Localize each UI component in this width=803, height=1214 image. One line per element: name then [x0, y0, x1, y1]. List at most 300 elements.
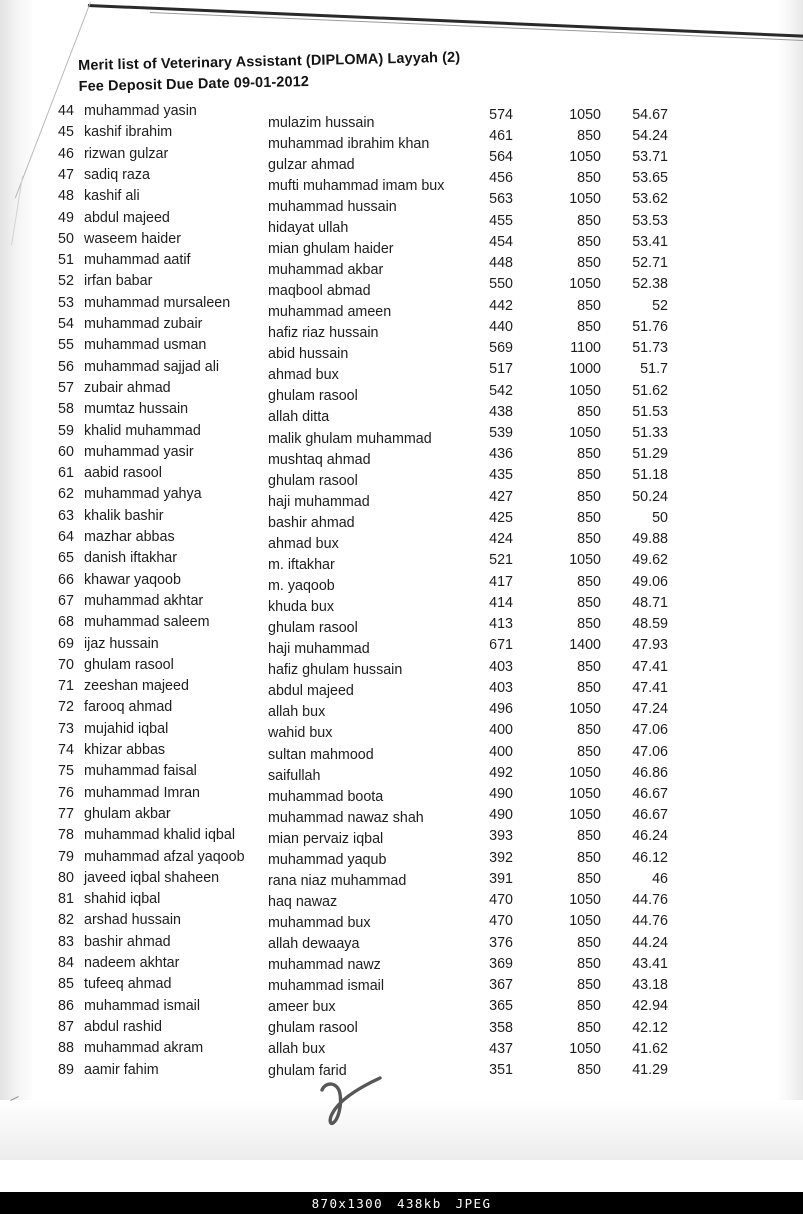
row-marks-obtained: 490	[489, 807, 513, 824]
row-candidate-name: kashif ibrahim	[84, 124, 173, 141]
row-candidate-name: khalid muhammad	[84, 422, 201, 439]
row-candidate-name: abdul majeed	[84, 209, 170, 226]
row-marks-obtained: 393	[489, 828, 513, 845]
row-candidate-name: aamir fahim	[84, 1061, 159, 1078]
row-total-marks: 850	[577, 934, 601, 951]
row-marks-obtained: 517	[489, 361, 513, 378]
row-serial-number: 69	[58, 635, 74, 652]
row-father-name: muhammad ismail	[268, 978, 384, 995]
row-serial-number: 64	[58, 529, 74, 545]
row-father-name: khuda bux	[268, 599, 334, 616]
row-serial-number: 52	[58, 273, 74, 290]
row-serial-number: 77	[58, 805, 74, 822]
row-father-name: ahmad bux	[268, 535, 339, 552]
row-candidate-name: muhammad faisal	[84, 763, 197, 780]
row-marks-obtained: 391	[489, 870, 513, 887]
row-father-name: ghulam rasool	[268, 1020, 358, 1037]
row-candidate-name: muhammad usman	[84, 337, 207, 354]
row-serial-number: 76	[58, 784, 74, 801]
row-father-name: muhammad boota	[268, 788, 384, 805]
table-row	[0, 955, 803, 976]
row-candidate-name: nadeem akhtar	[84, 955, 180, 971]
row-percentage: 48.71	[632, 594, 668, 611]
row-marks-obtained: 470	[489, 913, 513, 930]
row-father-name: hidayat ullah	[268, 219, 349, 236]
row-marks-obtained: 448	[489, 255, 513, 272]
row-percentage: 47.06	[632, 743, 668, 760]
table-row	[0, 678, 803, 699]
row-father-name: haji muhammad	[268, 641, 370, 658]
row-candidate-name: khizar abbas	[84, 742, 166, 758]
row-marks-obtained: 367	[489, 977, 513, 994]
row-total-marks: 850	[577, 849, 601, 866]
row-percentage: 47.93	[632, 637, 668, 654]
row-candidate-name: muhammad yasir	[84, 443, 194, 460]
row-serial-number: 56	[58, 358, 74, 375]
row-percentage: 52.71	[632, 255, 668, 272]
row-serial-number: 72	[58, 699, 74, 716]
row-total-marks: 1050	[569, 913, 601, 930]
row-father-name: muhammad hussain	[268, 198, 397, 215]
table-row	[0, 337, 803, 363]
row-candidate-name: muhammad aatif	[84, 252, 191, 269]
row-serial-number: 83	[58, 933, 74, 950]
row-total-marks: 850	[577, 594, 601, 611]
row-serial-number: 54	[58, 316, 74, 332]
row-candidate-name: ghulam akbar	[84, 805, 171, 822]
row-father-name: m. yaqoob	[268, 577, 335, 594]
row-marks-obtained: 438	[489, 403, 513, 420]
table-row	[0, 103, 803, 131]
row-father-name: muhammad ibrahim khan	[268, 135, 430, 152]
table-row	[0, 699, 803, 720]
row-father-name: mufti muhammad imam bux	[268, 177, 445, 194]
row-father-name: mian pervaiz iqbal	[268, 830, 384, 847]
row-marks-obtained: 403	[489, 658, 513, 675]
row-candidate-name: shahid iqbal	[84, 891, 161, 908]
row-total-marks: 850	[577, 722, 601, 739]
row-total-marks: 1050	[569, 276, 601, 293]
row-marks-obtained: 569	[489, 340, 513, 357]
row-candidate-name: muhammad yasin	[84, 103, 197, 119]
row-percentage: 49.62	[632, 552, 668, 569]
row-father-name: mulazim hussain	[268, 114, 375, 131]
row-percentage: 46	[652, 870, 668, 887]
row-father-name: m. iftakhar	[268, 556, 335, 573]
row-total-marks: 850	[577, 509, 601, 526]
table-row	[0, 486, 803, 510]
row-father-name: abid hussain	[268, 346, 349, 363]
row-percentage: 50	[652, 509, 668, 526]
row-total-marks: 850	[577, 616, 601, 633]
row-candidate-name: muhammad akram	[84, 1040, 204, 1057]
row-total-marks: 850	[577, 573, 601, 590]
row-serial-number: 75	[58, 763, 74, 780]
row-candidate-name: mumtaz hussain	[84, 401, 189, 418]
row-percentage: 51.7	[640, 361, 668, 378]
table-row	[0, 252, 803, 278]
table-row	[0, 742, 803, 763]
row-marks-obtained: 392	[489, 849, 513, 866]
row-total-marks: 1400	[569, 637, 601, 654]
row-marks-obtained: 437	[489, 1040, 513, 1057]
row-percentage: 51.73	[632, 340, 668, 357]
row-father-name: rana niaz muhammad	[268, 872, 407, 889]
row-candidate-name: javeed iqbal shaheen	[84, 869, 220, 886]
row-total-marks: 850	[577, 127, 601, 144]
row-marks-obtained: 539	[489, 425, 513, 441]
row-candidate-name: zeeshan majeed	[84, 678, 189, 695]
row-serial-number: 53	[58, 294, 74, 311]
row-percentage: 42.12	[632, 1019, 668, 1036]
row-candidate-name: ijaz hussain	[84, 635, 159, 652]
row-marks-obtained: 365	[489, 998, 513, 1015]
row-marks-obtained: 492	[489, 764, 513, 781]
row-total-marks: 1050	[569, 807, 601, 824]
table-row	[0, 358, 803, 384]
table-row	[0, 870, 803, 891]
table-row	[0, 1019, 803, 1040]
table-row	[0, 614, 803, 635]
row-percentage: 42.94	[632, 998, 668, 1015]
table-row	[0, 849, 803, 870]
page-title: Merit list of Veterinary Assistant (DIPLOMA) Layyah (2)	[78, 49, 461, 74]
row-candidate-name: farooq ahmad	[84, 699, 173, 716]
row-candidate-name: khawar yaqoob	[84, 571, 181, 588]
row-total-marks: 850	[577, 212, 601, 229]
row-serial-number: 66	[58, 571, 74, 588]
row-total-marks: 850	[577, 255, 601, 272]
row-father-name: muhammad nawz	[268, 957, 381, 974]
row-serial-number: 57	[58, 379, 74, 396]
row-percentage: 46.12	[632, 849, 668, 866]
row-serial-number: 84	[58, 955, 74, 971]
row-percentage: 54.67	[632, 106, 668, 123]
row-serial-number: 65	[58, 550, 74, 567]
table-row	[0, 273, 803, 300]
row-father-name: muhammad ameen	[268, 304, 392, 321]
table-row	[0, 145, 803, 173]
table-row	[0, 636, 803, 657]
row-candidate-name: arshad hussain	[84, 912, 181, 929]
table-row	[0, 1062, 803, 1083]
row-serial-number: 51	[58, 252, 74, 269]
row-father-name: wahid bux	[268, 725, 333, 742]
row-total-marks: 850	[577, 870, 601, 887]
row-total-marks: 850	[577, 955, 601, 972]
row-marks-obtained: 461	[489, 127, 513, 144]
row-serial-number: 59	[58, 422, 74, 439]
viewer-status-bar	[0, 1192, 803, 1214]
row-total-marks: 1050	[569, 191, 601, 208]
table-row	[0, 209, 803, 236]
row-percentage: 43.18	[632, 977, 668, 994]
row-serial-number: 49	[58, 209, 74, 226]
table-row	[0, 593, 803, 614]
row-father-name: ghulam rasool	[268, 620, 358, 637]
table-row	[0, 166, 803, 194]
row-percentage: 50.24	[632, 488, 668, 505]
image-dimensions-label: 870x1300	[311, 1195, 384, 1211]
row-percentage: 43.41	[632, 955, 668, 972]
row-father-name: malik ghulam muhammad	[268, 430, 432, 447]
row-serial-number: 86	[58, 997, 74, 1014]
row-percentage: 53.41	[632, 233, 668, 250]
row-father-name: mian ghulam haider	[268, 240, 394, 257]
row-total-marks: 850	[577, 828, 601, 845]
table-row	[0, 401, 803, 426]
row-candidate-name: mazhar abbas	[84, 529, 175, 545]
row-percentage: 49.06	[632, 573, 668, 590]
row-serial-number: 61	[58, 465, 74, 482]
row-percentage: 46.67	[632, 807, 668, 824]
table-row	[0, 379, 803, 405]
row-father-name: gulzar ahmad	[268, 156, 355, 173]
row-total-marks: 850	[577, 998, 601, 1015]
row-candidate-name: muhammad saleem	[84, 614, 210, 631]
row-percentage: 47.24	[632, 701, 668, 718]
row-total-marks: 850	[577, 743, 601, 760]
row-total-marks: 850	[577, 1062, 601, 1078]
row-percentage: 41.62	[632, 1040, 668, 1057]
row-serial-number: 73	[58, 720, 74, 737]
row-percentage: 52	[652, 297, 668, 314]
row-serial-number: 80	[58, 869, 74, 886]
row-father-name: muhammad nawaz shah	[268, 809, 424, 826]
row-percentage: 51.62	[632, 382, 668, 399]
row-father-name: haq nawaz	[268, 893, 338, 910]
row-candidate-name: muhammad sajjad ali	[84, 358, 220, 375]
row-serial-number: 85	[58, 976, 74, 993]
table-row	[0, 294, 803, 321]
table-row	[0, 230, 803, 257]
row-father-name: allah dewaaya	[268, 936, 360, 953]
row-marks-obtained: 564	[489, 148, 513, 165]
row-marks-obtained: 456	[489, 170, 513, 187]
row-father-name: maqbool abmad	[268, 283, 371, 300]
row-total-marks: 1050	[569, 552, 601, 569]
row-candidate-name: rizwan gulzar	[84, 145, 169, 162]
row-marks-obtained: 424	[489, 531, 513, 548]
row-candidate-name: mujahid iqbal	[84, 720, 169, 737]
table-row	[0, 422, 803, 447]
row-father-name: ameer bux	[268, 999, 336, 1016]
table-row	[0, 721, 803, 742]
row-total-marks: 1050	[569, 785, 601, 802]
row-marks-obtained: 351	[489, 1062, 513, 1078]
row-total-marks: 1050	[569, 382, 601, 399]
table-row	[0, 529, 803, 550]
row-percentage: 51.53	[632, 403, 668, 420]
row-candidate-name: khalik bashir	[84, 507, 164, 524]
row-percentage: 51.29	[632, 446, 668, 463]
row-serial-number: 63	[58, 507, 74, 524]
row-percentage: 53.53	[632, 212, 668, 229]
row-marks-obtained: 400	[489, 722, 513, 739]
table-row	[0, 465, 803, 489]
row-serial-number: 62	[58, 486, 74, 503]
row-serial-number: 82	[58, 912, 74, 929]
row-father-name: ghulam rasool	[268, 388, 358, 405]
row-serial-number: 47	[58, 166, 74, 183]
row-father-name: hafiz riaz hussain	[268, 325, 379, 342]
row-marks-obtained: 403	[489, 679, 513, 696]
row-candidate-name: aabid rasool	[84, 465, 162, 482]
row-father-name: abdul majeed	[268, 683, 354, 700]
row-candidate-name: muhammad khalid iqbal	[84, 827, 235, 844]
row-marks-obtained: 376	[489, 934, 513, 951]
row-marks-obtained: 425	[489, 509, 513, 526]
row-marks-obtained: 427	[489, 488, 513, 505]
row-father-name: mushtaq ahmad	[268, 451, 371, 468]
row-father-name: ahmad bux	[268, 367, 339, 384]
table-row	[0, 763, 803, 784]
row-total-marks: 850	[577, 170, 601, 187]
row-father-name: bashir ahmad	[268, 514, 355, 531]
row-serial-number: 44	[58, 103, 74, 119]
row-total-marks: 1100	[570, 340, 601, 357]
row-candidate-name: kashif ali	[84, 188, 140, 205]
table-row	[0, 827, 803, 848]
row-serial-number: 55	[58, 337, 74, 354]
row-marks-obtained: 436	[489, 446, 513, 463]
row-marks-obtained: 542	[489, 382, 513, 399]
row-marks-obtained: 358	[489, 1019, 513, 1036]
row-candidate-name: muhammad yahya	[84, 486, 202, 503]
row-marks-obtained: 574	[489, 106, 513, 123]
handwritten-tick-icon	[316, 1076, 396, 1128]
row-father-name: muhammad akbar	[268, 261, 384, 278]
row-serial-number: 89	[58, 1061, 74, 1078]
row-serial-number: 81	[58, 891, 74, 908]
table-row	[0, 572, 803, 593]
row-marks-obtained: 440	[489, 318, 513, 335]
row-marks-obtained: 490	[489, 785, 513, 802]
table-row	[0, 124, 803, 152]
table-row	[0, 508, 803, 529]
row-total-marks: 850	[577, 297, 601, 314]
row-candidate-name: irfan babar	[84, 273, 153, 290]
row-total-marks: 1050	[569, 1040, 601, 1057]
row-serial-number: 67	[58, 592, 74, 609]
row-total-marks: 850	[577, 467, 601, 484]
row-serial-number: 45	[58, 124, 74, 141]
document-title-block	[78, 48, 461, 98]
row-percentage: 44.76	[632, 913, 668, 930]
row-total-marks: 850	[577, 977, 601, 994]
image-format-label: JPEG	[455, 1195, 492, 1211]
table-row	[0, 806, 803, 827]
row-father-name: allah bux	[268, 704, 326, 721]
row-total-marks: 1050	[569, 425, 601, 441]
table-row	[0, 316, 803, 342]
row-serial-number: 74	[58, 742, 74, 758]
row-total-marks: 850	[577, 446, 601, 463]
row-serial-number: 88	[58, 1040, 74, 1057]
row-marks-obtained: 521	[489, 552, 513, 569]
table-row	[0, 550, 803, 571]
row-marks-obtained: 454	[489, 233, 513, 250]
row-percentage: 46.86	[632, 764, 668, 781]
row-father-name: ghulam rasool	[268, 472, 358, 489]
row-percentage: 49.88	[632, 531, 668, 548]
row-marks-obtained: 470	[489, 892, 513, 909]
row-serial-number: 50	[58, 230, 74, 247]
row-marks-obtained: 442	[489, 297, 513, 314]
table-row	[0, 976, 803, 997]
row-serial-number: 71	[58, 678, 74, 695]
row-percentage: 53.71	[632, 148, 668, 165]
row-percentage: 47.41	[632, 679, 668, 696]
row-serial-number: 48	[58, 188, 74, 205]
table-row	[0, 998, 803, 1019]
row-total-marks: 850	[577, 403, 601, 420]
row-marks-obtained: 369	[489, 955, 513, 972]
row-father-name: ghulam farid	[268, 1062, 347, 1079]
row-candidate-name: danish iftakhar	[84, 550, 177, 567]
image-filesize-label: 438kb	[397, 1195, 442, 1211]
row-total-marks: 850	[577, 488, 601, 505]
table-row	[0, 912, 803, 933]
row-serial-number: 87	[58, 1018, 74, 1035]
row-marks-obtained: 671	[489, 637, 513, 654]
row-candidate-name: muhammad Imran	[84, 784, 201, 801]
row-percentage: 54.24	[632, 127, 668, 144]
row-marks-obtained: 455	[489, 212, 513, 229]
row-candidate-name: abdul rashid	[84, 1018, 162, 1035]
row-father-name: hafiz ghulam hussain	[268, 662, 403, 679]
row-marks-obtained: 417	[489, 573, 513, 590]
row-total-marks: 1050	[569, 892, 601, 909]
row-father-name: allah ditta	[268, 409, 330, 426]
table-row	[0, 1040, 803, 1061]
row-marks-obtained: 400	[489, 743, 513, 760]
row-total-marks: 1050	[569, 106, 601, 123]
row-percentage: 41.29	[632, 1062, 668, 1078]
table-row	[0, 657, 803, 678]
row-candidate-name: zubair ahmad	[84, 379, 171, 396]
row-serial-number: 60	[58, 443, 74, 460]
row-percentage: 46.24	[632, 828, 668, 845]
table-row	[0, 785, 803, 806]
row-total-marks: 850	[577, 318, 601, 335]
row-marks-obtained: 550	[489, 276, 513, 293]
row-percentage: 47.41	[632, 658, 668, 675]
row-father-name: muhammad yaqub	[268, 851, 387, 868]
table-row	[0, 891, 803, 912]
row-father-name: haji muhammad	[268, 493, 370, 510]
row-percentage: 53.62	[632, 191, 668, 208]
row-father-name: allah bux	[268, 1041, 326, 1058]
row-percentage: 51.76	[632, 318, 668, 335]
row-candidate-name: ghulam rasool	[84, 656, 174, 673]
row-total-marks: 850	[577, 233, 601, 250]
row-percentage: 47.06	[632, 722, 668, 739]
row-total-marks: 850	[577, 679, 601, 696]
table-row	[0, 934, 803, 955]
row-percentage: 48.59	[632, 616, 668, 633]
row-candidate-name: muhammad akhtar	[84, 592, 204, 609]
row-serial-number: 46	[58, 145, 74, 162]
row-marks-obtained: 413	[489, 616, 513, 633]
table-row	[0, 443, 803, 468]
row-total-marks: 850	[577, 658, 601, 675]
row-serial-number: 70	[58, 656, 74, 673]
row-percentage: 53.65	[632, 170, 668, 187]
row-candidate-name: muhammad afzal yaqoob	[84, 848, 245, 865]
row-serial-number: 78	[58, 827, 74, 844]
row-father-name: saifullah	[268, 767, 321, 784]
